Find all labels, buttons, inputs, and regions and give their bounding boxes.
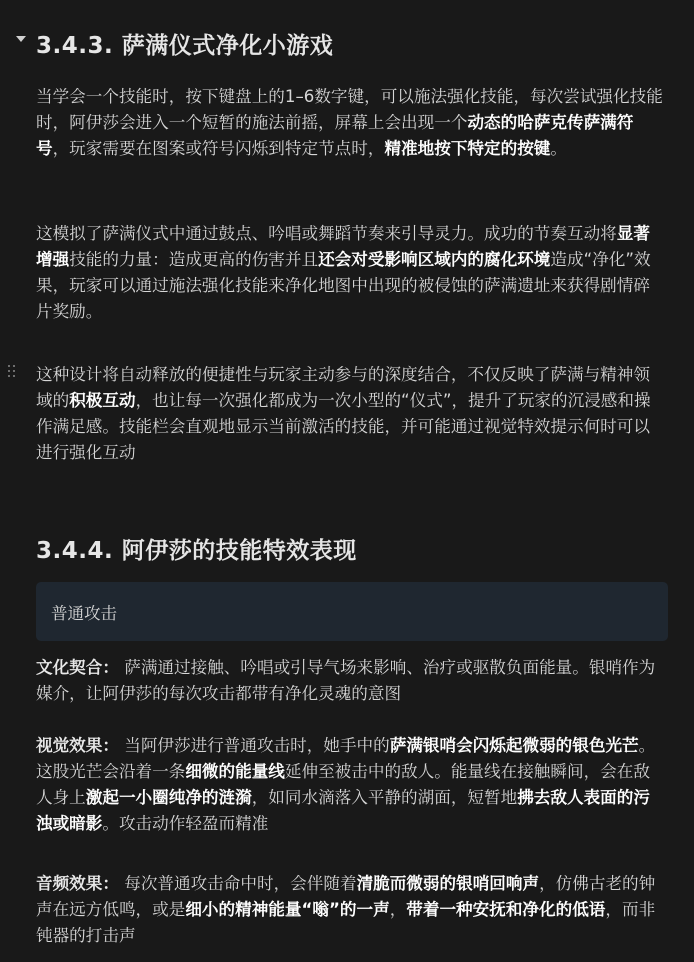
paragraph-visual-effects: 视觉效果： 当阿伊莎进行普通攻击时，她手中的萨满银哨会闪烁起微弱的银色光芒。这股光芒会沿着一条细微的能量线延伸至被击中的敌人。能量线在接触瞬间，会在敌人身上激起一小圈纯净的涟漪，如同水滴落入平静的湖面，短暂地拂去敌人表面的污浊或暗影。攻击动作轻盈而精准 <box>36 736 656 833</box>
label-visual-effects: 视觉效果： <box>36 736 119 755</box>
paragraph-audio-effects: 音频效果： 每次普通攻击命中时，会伴随着清脆而微弱的银哨回响声，仿佛古老的钟声在远方低鸣，或是细小的精神能量“嗡”的一声，带着一种安抚和净化的低语，而非钝器的打击声 <box>36 874 656 945</box>
callout-text: 普通攻击 <box>51 604 117 623</box>
label-cultural-fit: 文化契合： <box>36 658 119 677</box>
paragraph-design-summary: 这种设计将自动释放的便捷性与玩家主动参与的深度结合，不仅反映了萨满与精神领域的积极互动，也让每一次强化都成为一次小型的“仪式”，提升了玩家的沉浸感和操作满足感。技能栏会直观地显示当前激活的技能，并可能通过视觉特效提示何时可以进行强化互动 <box>36 365 651 462</box>
paragraph-skill-enhance: 当学会一个技能时，按下键盘上的1–6数字键，可以施法强化技能，每次尝试强化技能时，阿伊莎会进入一个短暂的施法前摇，屏幕上会出现一个动态的哈萨克传萨满符号，玩家需要在图案或符号闪烁到特定节点时，精准地按下特定的按键。 <box>36 87 663 158</box>
section-heading-3-4-3: 3.4.3. 萨满仪式净化小游戏 <box>36 33 334 59</box>
label-audio-effects: 音频效果： <box>36 874 119 893</box>
drag-handle-icon[interactable] <box>8 365 18 379</box>
section-heading-3-4-4: 3.4.4. 阿伊莎的技能特效表现 <box>36 538 357 564</box>
paragraph-cultural-fit: 文化契合： 萨满通过接触、吟唱或引导气场来影响、治疗或驱散负面能量。银哨作为媒介，让阿伊莎的每次攻击都带有净化灵魂的意图 <box>36 658 656 703</box>
callout-normal-attack <box>36 582 668 641</box>
paragraph-ritual-rhythm: 这模拟了萨满仪式中通过鼓点、吟唱或舞蹈节奏来引导灵力。成功的节奏互动将显著增强技能的力量：造成更高的伤害并且还会对受影响区域内的腐化环境造成“净化”效果，玩家可以通过施法强化技能来净化地图中出现的被侵蚀的萨满遗址来获得剧情碎片奖励。 <box>36 224 651 321</box>
collapse-toggle-icon[interactable] <box>16 36 26 42</box>
